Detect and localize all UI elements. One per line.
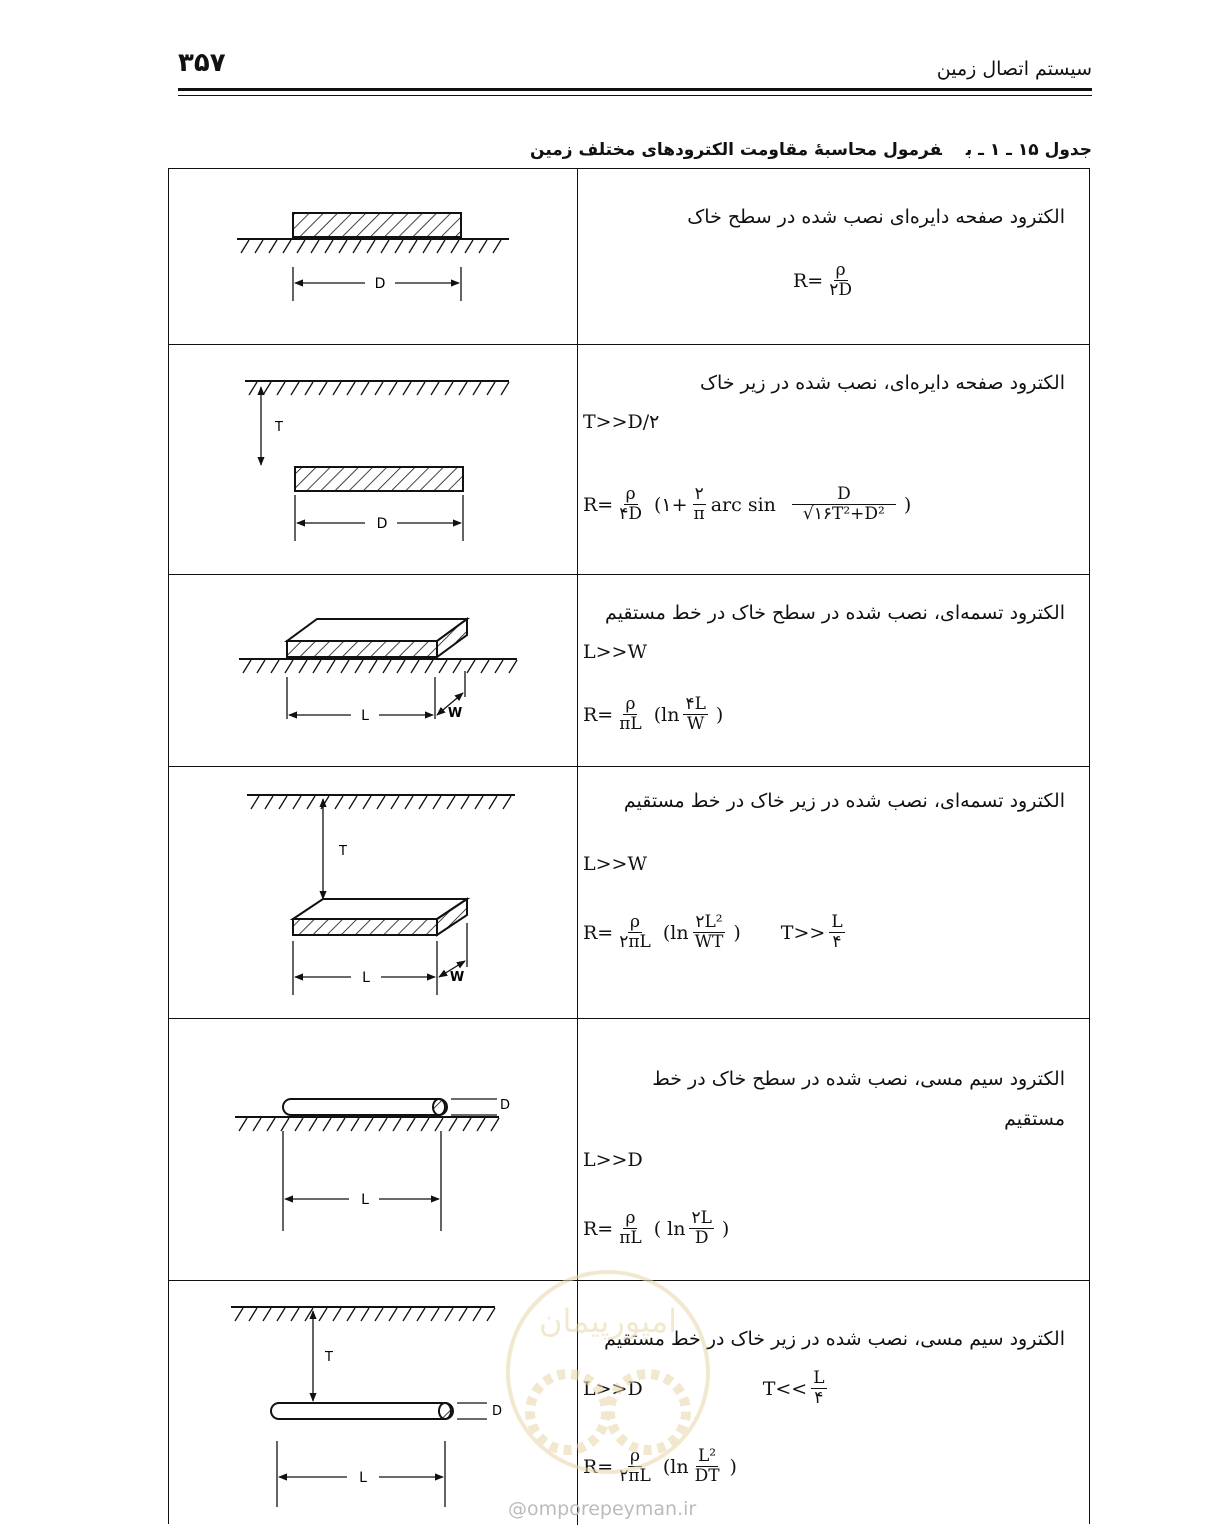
ground-hatch-tick (313, 660, 321, 673)
ground-hatch-tick (417, 382, 425, 395)
ground-hatch-tick (337, 1118, 345, 1131)
ground-hatch-tick (339, 240, 347, 253)
ground-hatch-tick (433, 796, 441, 809)
table-caption (530, 140, 1092, 160)
running-title: سیستم اتصال زمین (936, 58, 1092, 80)
ground-hatch-tick (375, 382, 383, 395)
row-formula: R= $\frac{\rho}{۴D}$ (۱+ $\frac{۲}{\pi}$ arc sin $\frac{D}{\text{√۱۶T²+D²}}$ ) (583, 484, 912, 524)
ground-hatch-tick (255, 240, 263, 253)
ground-hatch-tick (447, 796, 455, 809)
ground-hatch-tick (279, 796, 287, 809)
ground-hatch-tick (403, 1308, 411, 1321)
ground-hatch-tick (481, 660, 489, 673)
table-row (169, 575, 1089, 767)
table-caption-text: فرمول محاسبهٔ مقاومت الکترودهای مختلف زمین (530, 140, 942, 160)
ground-hatch-tick (311, 240, 319, 253)
ground-hatch-tick (403, 382, 411, 395)
svg-text:D: D (499, 1098, 511, 1113)
ground-hatch-tick (355, 660, 363, 673)
ground-hatch-tick (393, 1118, 401, 1131)
ground-hatch-tick (395, 240, 403, 253)
figure-wire-surface (169, 1019, 577, 1280)
ground-hatch-tick (423, 240, 431, 253)
svg-text:T: T (275, 420, 283, 435)
ground-hatch-tick (241, 240, 249, 253)
ground-hatch-tick (407, 1118, 415, 1131)
row-description: الکترود تسمه‌ای، نصب شده در سطح خاک در خط مستقیم (605, 602, 1065, 624)
ground-hatch-tick (439, 660, 447, 673)
dim-label: D (374, 276, 386, 292)
row-description: الکترود صفحه دایره‌ای، نصب شده در زیر خاک (699, 372, 1065, 394)
svg-text:D: D (491, 1404, 503, 1419)
ground-hatch-tick (459, 382, 467, 395)
ground-hatch-tick (271, 660, 279, 673)
ground-hatch-tick (291, 1308, 299, 1321)
ground-hatch-tick (389, 1308, 397, 1321)
ground-hatch-tick (369, 660, 377, 673)
page-number: ۳۵۷ (178, 48, 226, 78)
row-condition: L>>D (583, 1149, 643, 1171)
ground-hatch-tick (349, 796, 357, 809)
svg-text:L: L (361, 708, 369, 724)
ground-hatch-tick (419, 796, 427, 809)
svg-text:امپورپیمان: امپورپیمان (539, 1302, 677, 1340)
ground-hatch-tick (361, 382, 369, 395)
ground-hatch-tick (431, 1308, 439, 1321)
ground-hatch-tick (503, 796, 511, 809)
ground-hatch-tick (493, 240, 501, 253)
ground-hatch-tick (297, 240, 305, 253)
ground-hatch-tick (487, 1308, 495, 1321)
svg-text:T: T (339, 844, 347, 859)
ground-hatch-tick (333, 382, 341, 395)
ground-hatch-tick (449, 1118, 457, 1131)
ground-hatch-tick (253, 1118, 261, 1131)
figure-strip-surface (169, 575, 577, 766)
ground-hatch-tick (277, 382, 285, 395)
ground-hatch-tick (265, 796, 273, 809)
ground-hatch-tick (361, 1308, 369, 1321)
figure-plate-surface (169, 169, 577, 344)
ground-hatch-tick (347, 1308, 355, 1321)
ground-hatch-tick (333, 1308, 341, 1321)
row-condition: T>>D/۲ (583, 411, 660, 433)
ground-hatch-tick (475, 796, 483, 809)
table-row (169, 1019, 1089, 1281)
figure-plate-buried (169, 345, 577, 574)
ground-hatch-tick (327, 660, 335, 673)
ground-hatch-tick (347, 382, 355, 395)
ground-hatch-tick (379, 1118, 387, 1131)
table-row (169, 345, 1089, 575)
ground-hatch-tick (465, 240, 473, 253)
ground-hatch-tick (335, 796, 343, 809)
svg-text:D: D (376, 516, 388, 532)
ground-hatch-tick (375, 1308, 383, 1321)
ground-hatch-tick (459, 1308, 467, 1321)
svg-text:W: W (447, 706, 463, 721)
ground-hatch-tick (263, 1308, 271, 1321)
ground-hatch-tick (307, 796, 315, 809)
figure-strip-buried (169, 767, 577, 1018)
row-condition: L>>W (583, 853, 647, 875)
ground-hatch-tick (295, 1118, 303, 1131)
ground-hatch-tick (391, 796, 399, 809)
ground-hatch-tick (367, 240, 375, 253)
header-rule-thick (178, 88, 1092, 91)
ground-hatch-tick (495, 660, 503, 673)
ground-hatch-tick (377, 796, 385, 809)
ground-hatch-tick (463, 1118, 471, 1131)
header-rule-thin (178, 95, 1092, 96)
ground-hatch-tick (319, 382, 327, 395)
row-formula: R= $\frac{\rho}{۲\pi L}$ (ln $\frac{\text{۲L²}}{WT}$ ) T>> $\frac{L}{۴}$ (583, 912, 843, 952)
ground-hatch-tick (251, 796, 259, 809)
row-formula: R= $\frac{\rho}{۲\pi L}$ (ln $\frac{\text{L²}}{DT}$ ) (583, 1446, 737, 1486)
ground-hatch-tick (383, 660, 391, 673)
ground-hatch-tick (437, 240, 445, 253)
row-description: الکترود تسمه‌ای، نصب شده در زیر خاک در خط مستقیم (623, 790, 1065, 812)
ground-hatch-tick (489, 796, 497, 809)
row-formula: R= $\frac{\rho}{\pi L}$ ( ln $\frac{۲L}{D}$ ) (583, 1208, 730, 1248)
ground-hatch-tick (473, 382, 481, 395)
ground-hatch-tick (487, 382, 495, 395)
ground-hatch-tick (435, 1118, 443, 1131)
ground-hatch-tick (445, 1308, 453, 1321)
ground-hatch-tick (283, 240, 291, 253)
ground-hatch-tick (263, 382, 271, 395)
row-formula: R= $\frac{\rho}{۲D}$ (793, 260, 852, 300)
ground-hatch-tick (389, 382, 397, 395)
ground-hatch-tick (319, 1308, 327, 1321)
ground-hatch-tick (381, 240, 389, 253)
ground-hatch-tick (461, 796, 469, 809)
ground-hatch-tick (281, 1118, 289, 1131)
ground-hatch-tick (491, 1118, 499, 1131)
svg-text:T: T (325, 1350, 333, 1365)
svg-text:W: W (449, 970, 465, 985)
ground-hatch-tick (467, 660, 475, 673)
svg-text:L: L (362, 970, 370, 986)
ground-hatch-tick (509, 660, 517, 673)
svg-text:L: L (359, 1470, 367, 1486)
watermark-url: @omporepeyman.ir (508, 1498, 697, 1520)
ground-hatch-tick (341, 660, 349, 673)
ground-hatch-tick (309, 1118, 317, 1131)
ground-hatch-tick (479, 240, 487, 253)
ground-hatch-tick (235, 1308, 243, 1321)
ground-hatch-tick (453, 660, 461, 673)
ground-hatch-tick (243, 660, 251, 673)
ground-hatch-tick (351, 1118, 359, 1131)
ground-hatch-tick (417, 1308, 425, 1321)
ground-hatch-tick (421, 1118, 429, 1131)
row-description: الکترود سیم مسی، نصب شده در زیر خاک در خط مستقیم (604, 1328, 1065, 1350)
ground-hatch-tick (291, 382, 299, 395)
ground-hatch-tick (323, 1118, 331, 1131)
ground-hatch-tick (269, 240, 277, 253)
row-description: الکترود سیم مسی، نصب شده در سطح خاک در خط مستقیم (652, 1068, 1065, 1130)
ground-hatch-tick (477, 1118, 485, 1131)
ground-hatch-tick (285, 660, 293, 673)
ground-hatch-tick (293, 796, 301, 809)
row-condition: L>>W (583, 641, 647, 663)
ground-hatch-tick (363, 796, 371, 809)
ground-hatch-tick (325, 240, 333, 253)
ground-hatch-tick (405, 796, 413, 809)
svg-text:L: L (361, 1192, 369, 1208)
watermark-logo (498, 1262, 718, 1482)
ground-hatch-tick (411, 660, 419, 673)
ground-hatch-tick (267, 1118, 275, 1131)
table-caption-label: جدول ۱۵ ـ ۱ ـ ب (965, 140, 1092, 160)
row-description: الکترود صفحه دایره‌ای نصب شده در سطح خاک (687, 206, 1065, 228)
ground-hatch-tick (473, 1308, 481, 1321)
ground-hatch-tick (299, 660, 307, 673)
ground-hatch-tick (257, 660, 265, 673)
ground-hatch-tick (425, 660, 433, 673)
ground-hatch-tick (321, 796, 329, 809)
ground-hatch-tick (277, 1308, 285, 1321)
ground-hatch-tick (249, 382, 257, 395)
ground-hatch-tick (431, 382, 439, 395)
ground-hatch-tick (365, 1118, 373, 1131)
ground-hatch-tick (249, 1308, 257, 1321)
ground-hatch-tick (239, 1118, 247, 1131)
ground-hatch-tick (305, 382, 313, 395)
table-row (169, 767, 1089, 1019)
table-row (169, 169, 1089, 345)
ground-hatch-tick (501, 382, 509, 395)
ground-hatch-tick (353, 240, 361, 253)
ground-hatch-tick (397, 660, 405, 673)
ground-hatch-tick (451, 240, 459, 253)
ground-hatch-tick (445, 382, 453, 395)
row-condition: L>>D T<< $\frac{L}{۴}$ (583, 1368, 825, 1408)
row-formula: R= $\frac{\rho}{\pi L}$ (ln $\frac{۴L}{W}$ ) (583, 694, 724, 734)
ground-hatch-tick (305, 1308, 313, 1321)
ground-hatch-tick (409, 240, 417, 253)
